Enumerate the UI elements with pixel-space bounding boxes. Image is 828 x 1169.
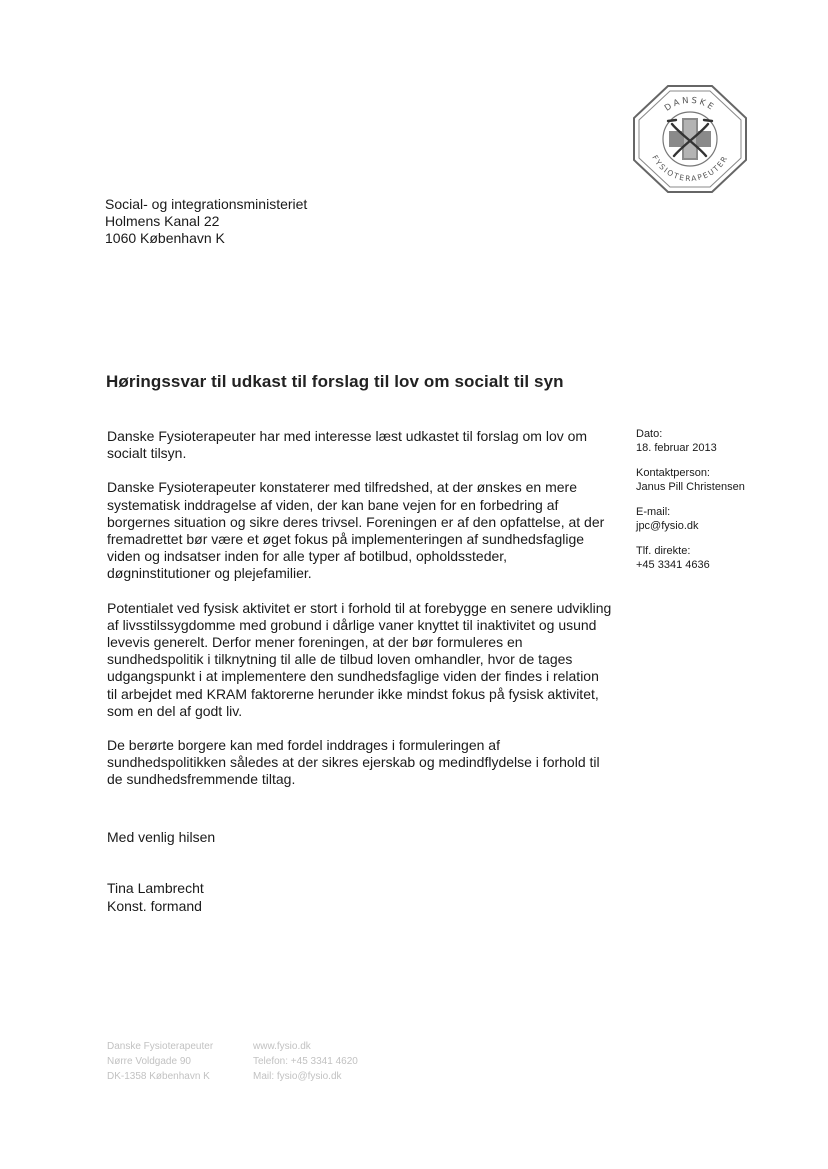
- footer-web: www.fysio.dk: [253, 1041, 311, 1052]
- danske-fysioterapeuter-logo: [632, 84, 748, 194]
- signer-role: Konst. formand: [107, 897, 202, 914]
- logo-text-bottom: FYSIOTERAPEUTER: [650, 153, 730, 184]
- date-group: [636, 428, 745, 455]
- footer-phone: Telefon: +45 3341 4620: [253, 1056, 358, 1067]
- phone-value: +45 3341 4636: [636, 558, 710, 571]
- signature-block: [107, 880, 204, 915]
- contact-group: [636, 467, 745, 494]
- footer-contact: [253, 1039, 358, 1084]
- phone-group: [636, 545, 745, 572]
- closing-greeting: Med venlig hilsen: [107, 829, 216, 845]
- recipient-street: Holmens Kanal 22: [105, 213, 220, 229]
- footer-street: Nørre Voldgade 90: [107, 1056, 191, 1067]
- letter-body: [107, 428, 612, 806]
- document-title: Høringssvar til udkast til forslag til lov om socialt til syn: [106, 372, 564, 391]
- body-paragraph-2: Danske Fysioterapeuter konstaterer med tilfredshed, at der ønskes en mere systematisk inddragelse af viden, der kan bane vejen for en forbedring af borgernes situation og sikre deres trivsel. Foreningen er af den opfattelse, at der fremadrettet bør være et øget fokus på implementeringen af sundhedsfaglige viden og indsatser inden for alle typer af botilbud, opholdssteder, døgninstitutioner og plejefamilier.: [107, 479, 605, 582]
- email-group: [636, 506, 745, 533]
- email-value: jpc@fysio.dk: [636, 519, 699, 532]
- contact-value: Janus Pill Christensen: [636, 480, 745, 493]
- recipient-name: Social- og integrationsministeriet: [105, 196, 308, 212]
- body-paragraph-1: Danske Fysioterapeuter har med interesse læst udkastet til forslag om lov om socialt tilsyn.: [107, 428, 588, 462]
- logo-text-top: DANSKE: [663, 95, 718, 114]
- email-label: E-mail:: [636, 506, 671, 518]
- recipient-city: 1060 København K: [105, 230, 225, 246]
- footer-mail: Mail: fysio@fysio.dk: [253, 1071, 342, 1082]
- sidebar-meta: [636, 428, 745, 584]
- signer-name: Tina Lambrecht: [107, 880, 204, 896]
- body-paragraph-3: Potentialet ved fysisk aktivitet er stort i forhold til at forebygge en senere udvikling af livsstilssygdomme med grobund i dårlige vaner knyttet til inaktivitet og usund levevis generelt. Derfor mener foreningen, at der bør formuleres en sundhedspolitik i tilknytning til alle de tilbud loven omhandler, hvor de tages udgangspunkt i at implementere den sundhedsfaglige viden der findes i relation til arbejdet med KRAM faktorerne herunder ikke mindst fokus på fysisk aktivitet, som en del af godt liv.: [107, 599, 612, 719]
- phone-label: Tlf. direkte:: [636, 545, 691, 557]
- date-label: Dato:: [636, 428, 663, 440]
- date-value: 18. februar 2013: [636, 441, 717, 454]
- footer-address: [107, 1039, 213, 1084]
- footer-org: Danske Fysioterapeuter: [107, 1041, 214, 1052]
- contact-label: Kontaktperson:: [636, 467, 710, 479]
- body-paragraph-4: De berørte borgere kan med fordel inddrages i formuleringen af sundhedspolitikken således at der sikres ejerskab og medindflydelse i forhold til de sundhedsfremmende tiltag.: [107, 737, 600, 788]
- recipient-address: [105, 196, 307, 247]
- footer-city: DK-1358 København K: [107, 1071, 210, 1082]
